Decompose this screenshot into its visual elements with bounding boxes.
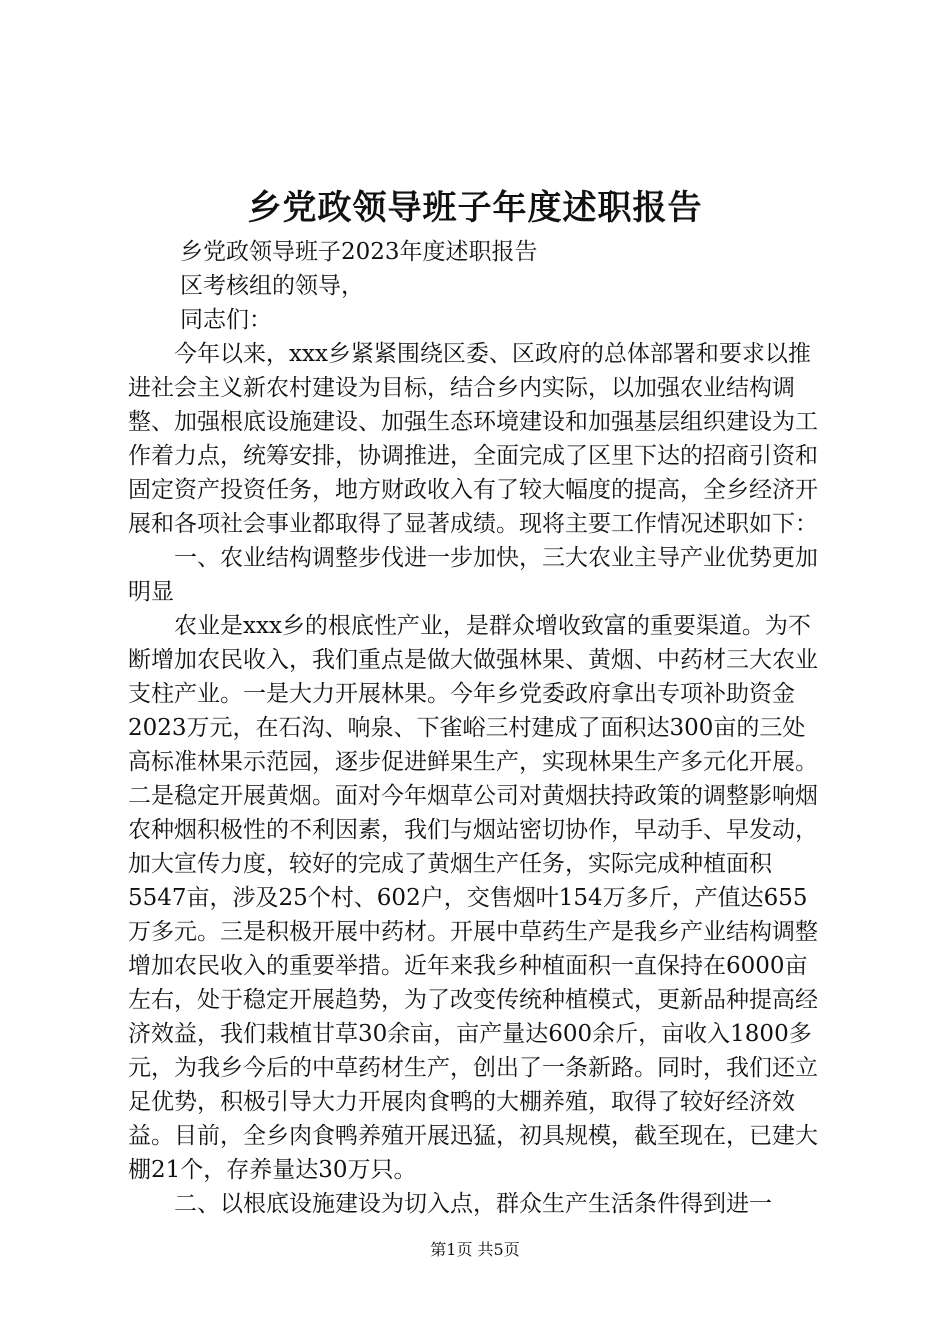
document-body bbox=[128, 235, 828, 1221]
paragraph-intro: 今年以来，xxx乡紧紧围绕区委、区政府的总体部署和要求以推进社会主义新农村建设为目标，结合乡内实际，以加强农业结构调整、加强根底设施建设、加强生态环境建设和加强基层组织建设为工作着力点，统筹安排，协调推进，全面完成了区里下达的招商引资和固定资产投资任务，地方财政收入有了较大幅度的提高，全乡经济开展和各项社会事业都取得了显著成绩。现将主要工作情况述职如下： bbox=[128, 341, 818, 537]
paragraph-subtitle: 乡党政领导班子2023年度述职报告 bbox=[180, 239, 538, 265]
section-heading-2: 二、以根底设施建设为切入点，群众生产生活条件得到进一 bbox=[174, 1191, 772, 1217]
page-footer: 第1页 共5页 bbox=[430, 1240, 520, 1259]
paragraph-salutation-2: 同志们： bbox=[180, 307, 272, 333]
paragraph-agriculture: 农业是xxx乡的根底性产业，是群众增收致富的重要渠道。为不断增加农民收入，我们重点是做大做强林果、黄烟、中药材三大农业支柱产业。一是大力开展林果。今年乡党委政府拿出专项补助资金2023万元，在石沟、响泉、下雀峪三村建成了面积达300亩的三处高标准林果示范园，逐步促进鲜果生产，实现林果生产多元化开展。二是稳定开展黄烟。面对今年烟草公司对黄烟扶持政策的调整影响烟农种烟积极性的不利因素，我们与烟站密切协作，早动手、早发动，加大宣传力度，较好的完成了黄烟生产任务，实际完成种植面积5547亩，涉及25个村、602户，交售烟叶154万多斤，产值达655万多元。三是积极开展中药材。开展中草药生产是我乡产业结构调整增加农民收入的重要举措。近年来我乡种植面积一直保持在6000亩左右，处于稳定开展趋势，为了改变传统种植模式，更新品种提高经济效益，我们栽植甘草30余亩，亩产量达600余斤，亩收入1800多元，为我乡今后的中草药材生产，创出了一条新路。同时，我们还立足优势，积极引导大力开展肉食鸭的大棚养殖，取得了较好经济效益。目前，全乡肉食鸭养殖开展迅猛，初具规模，截至现在，已建大棚21个，存养量达30万只。 bbox=[128, 613, 818, 1183]
section-heading-1: 一、农业结构调整步伐进一步加快，三大农业主导产业优势更加明显 bbox=[128, 545, 818, 605]
paragraph-salutation: 区考核组的领导， bbox=[180, 273, 364, 299]
document-title: 乡党政领导班子年度述职报告 bbox=[247, 188, 703, 228]
